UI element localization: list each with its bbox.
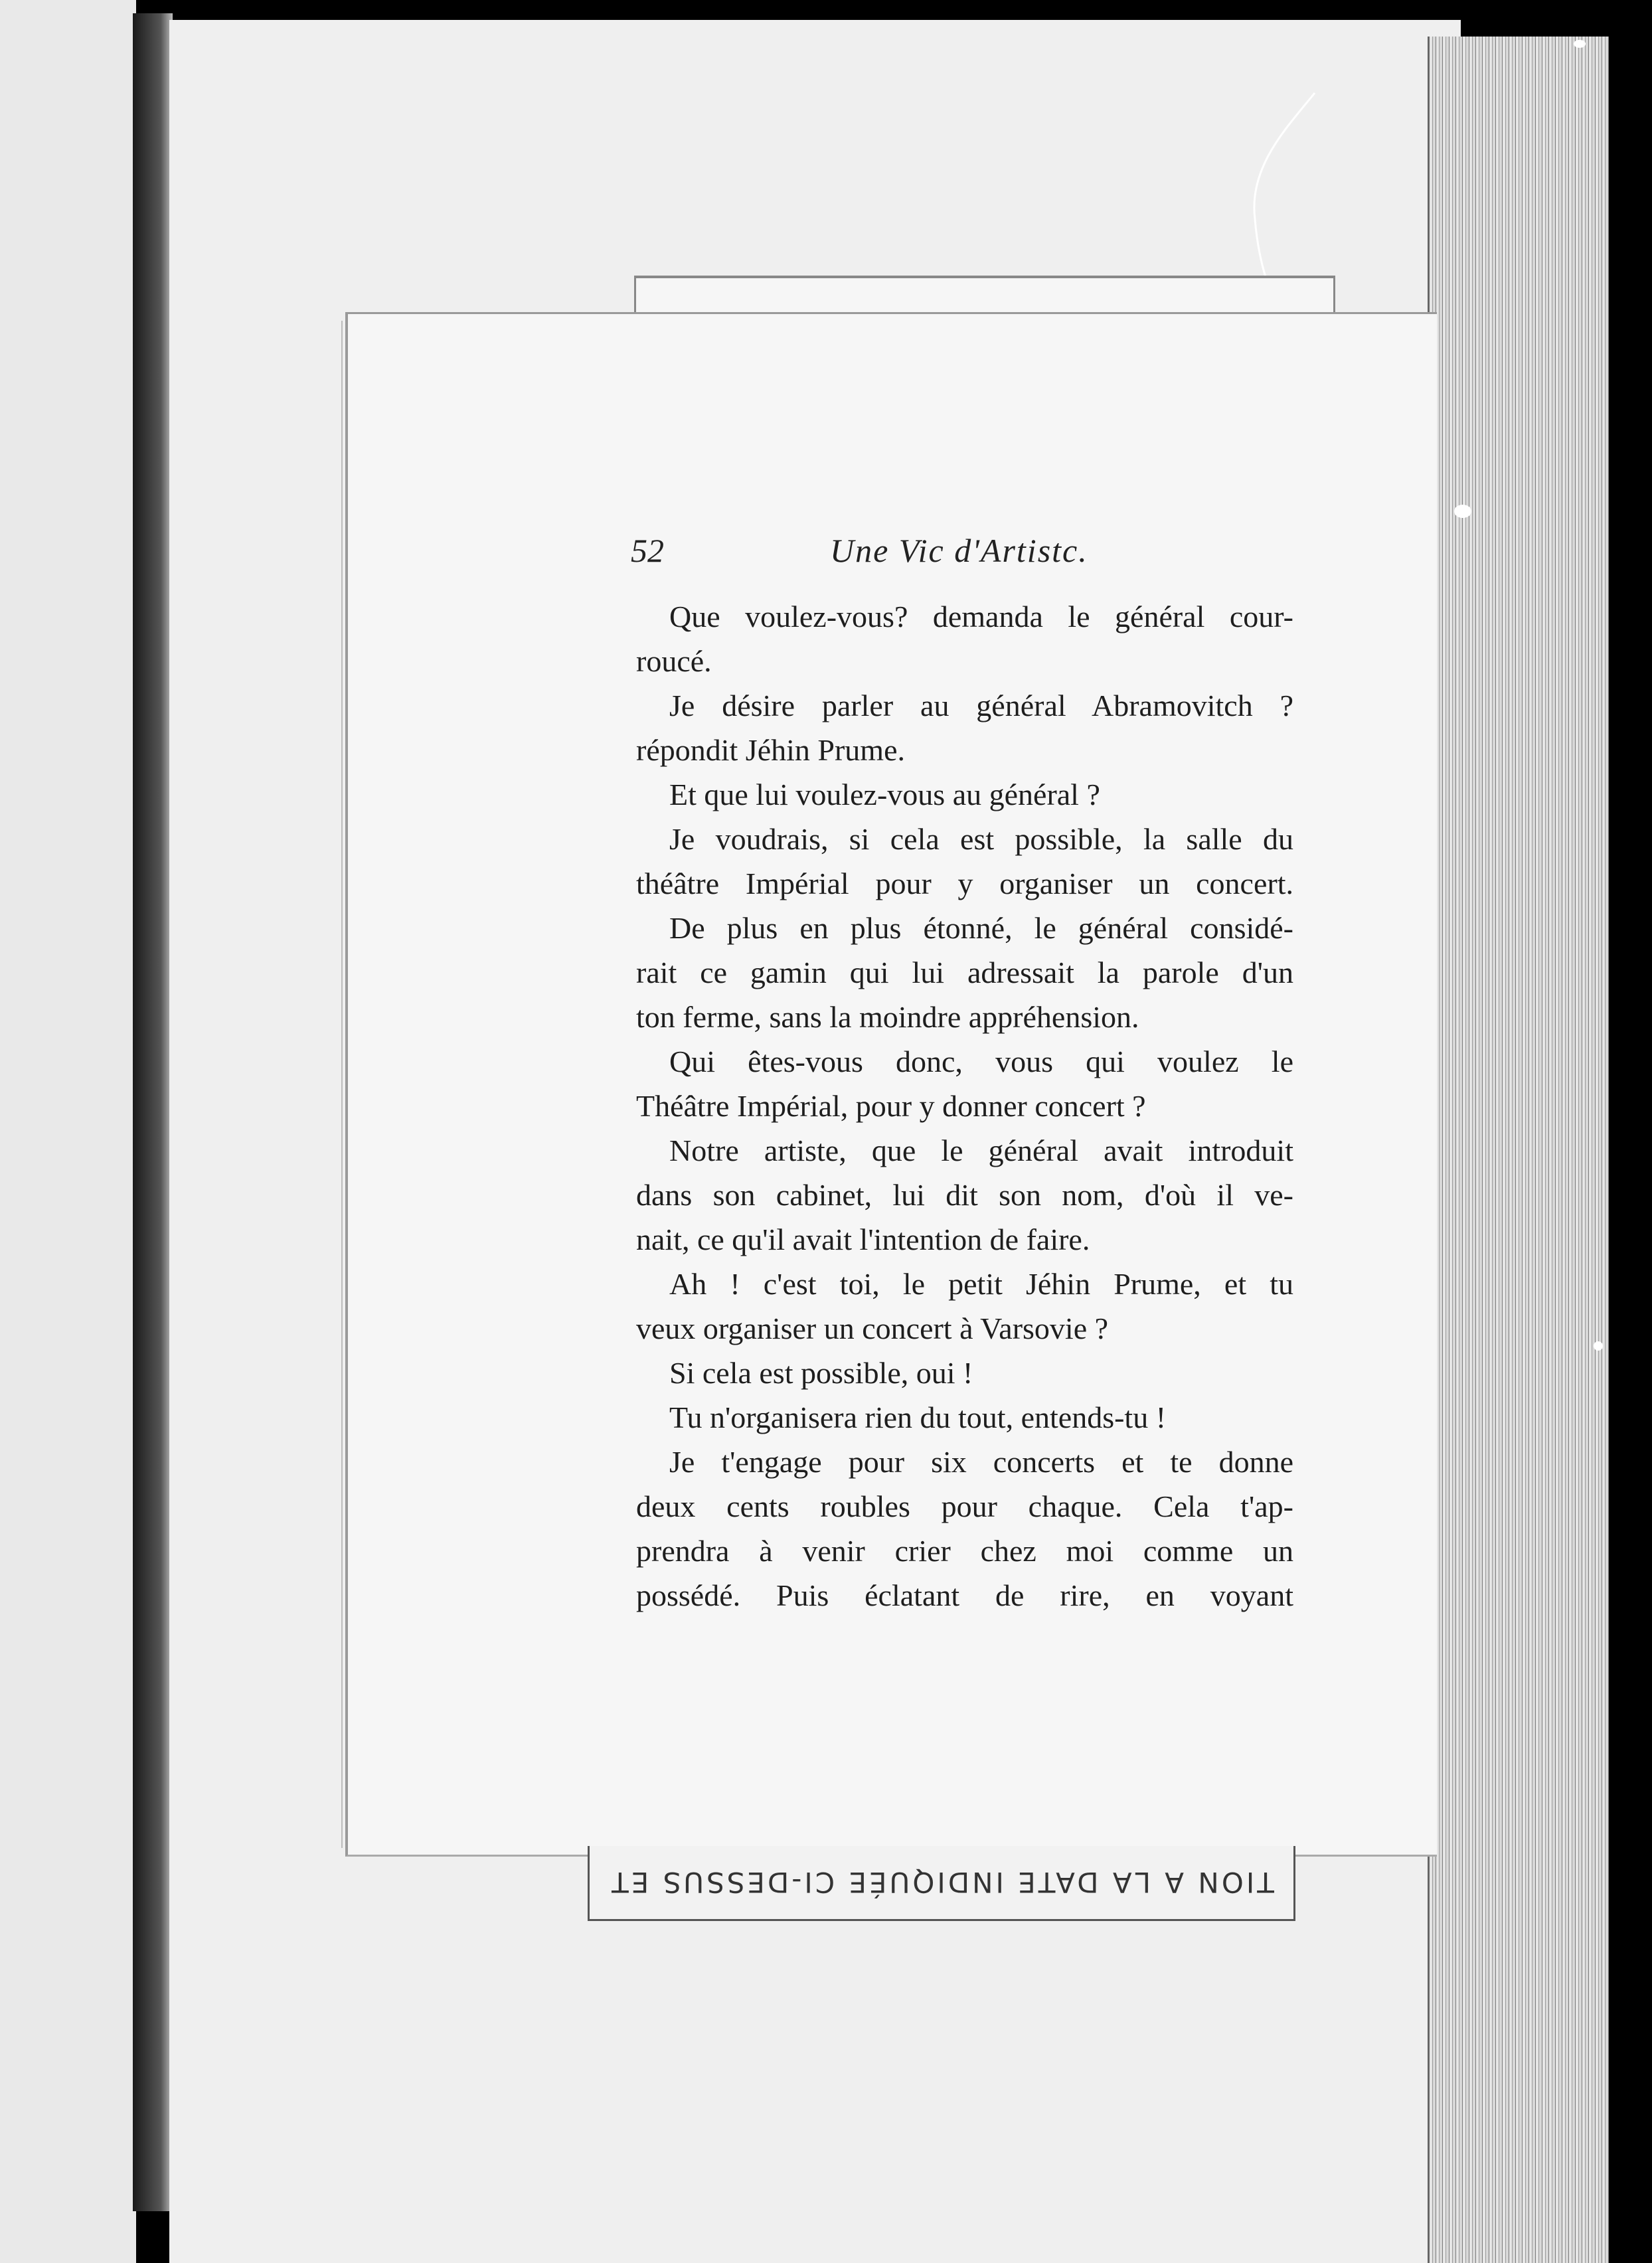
text-line: deux cents roubles pour chaque. Cela t'ap- <box>636 1489 1293 1523</box>
text-line: veux organiser un concert à Varsovie ? <box>636 1311 1109 1345</box>
dust-speck <box>1594 1341 1603 1351</box>
slip-text: TION A LA DATE INDIQUÉE CI-DESSUS ET <box>609 1866 1274 1899</box>
page-block-edges <box>1428 37 1609 2263</box>
text-line: Je voudrais, si cela est possible, la salle du <box>669 822 1293 856</box>
left-page-edge <box>0 0 136 2263</box>
text-line: ton ferme, sans la moindre appréhension. <box>636 1000 1139 1034</box>
text-line: Tu n'organisera rien du tout, entends-tu ! <box>669 1400 1167 1434</box>
text-line: roucé. <box>636 644 712 678</box>
text-line: Ah ! c'est toi, le petit Jéhin Prume, et tu <box>669 1267 1293 1301</box>
text-line: théâtre Impérial pour y organiser un concert. <box>636 867 1293 900</box>
due-date-slip <box>588 1846 1295 1921</box>
text-line: Si cela est possible, oui ! <box>669 1356 973 1390</box>
text-line: possédé. Puis éclatant de rire, en voyant <box>636 1578 1293 1612</box>
text-line: Je désire parler au général Abramovitch ? <box>669 689 1293 722</box>
text-line: Notre artiste, que le général avait introduit <box>669 1133 1293 1167</box>
text-line: prendra à venir crier chez moi comme un <box>636 1534 1293 1568</box>
text-line: nait, ce qu'il avait l'intention de faire. <box>636 1222 1090 1256</box>
text-line: De plus en plus étonné, le général considé- <box>669 911 1293 945</box>
dust-speck <box>1574 40 1586 48</box>
text-line: Je t'engage pour six concerts et te donne <box>669 1445 1293 1479</box>
text-line: Qui êtes-vous donc, vous qui voulez le <box>669 1045 1293 1078</box>
page-header <box>631 531 1295 571</box>
book-gutter-shadow <box>133 13 173 2211</box>
text-line: répondit Jéhin Prume. <box>636 733 905 767</box>
text-line: Et que lui voulez-vous au général ? <box>669 778 1100 811</box>
text-line: dans son cabinet, lui dit son nom, d'où il ve- <box>636 1178 1293 1212</box>
text-line: Théâtre Impérial, pour y donner concert ? <box>636 1089 1146 1123</box>
body-text <box>636 594 1293 1618</box>
page-number: 52 <box>631 532 664 569</box>
running-title: Une Vic d'Artistc. <box>830 532 1088 569</box>
dust-speck <box>1454 505 1471 518</box>
text-line: rait ce gamin qui lui adressait la parole d'un <box>636 956 1293 989</box>
text-line: Que voulez-vous? demanda le général cour- <box>669 600 1293 633</box>
